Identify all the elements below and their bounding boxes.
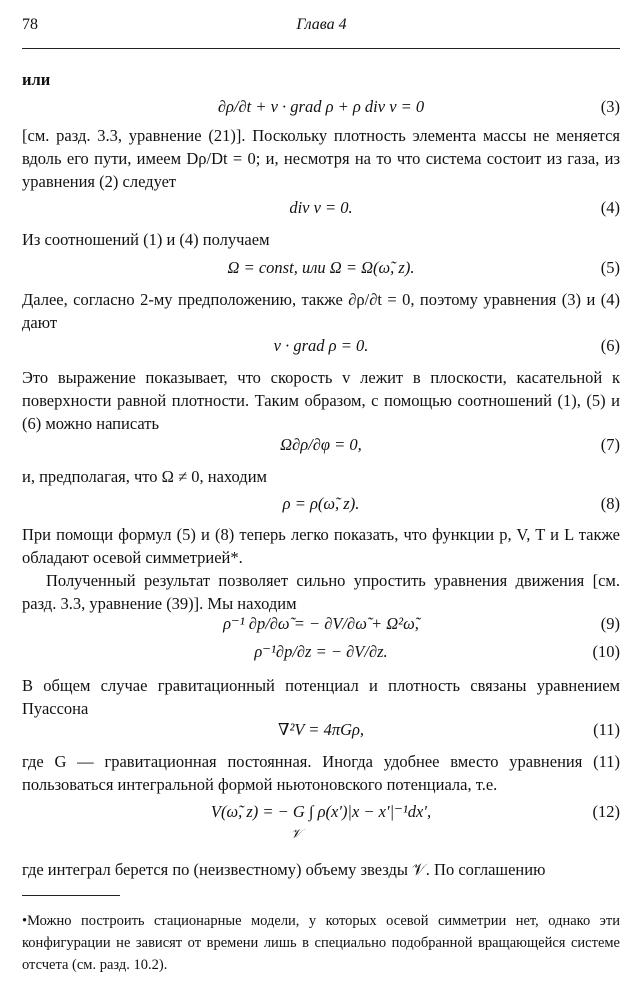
equation-number: (6): [600, 336, 620, 355]
equation-number: (10): [592, 642, 620, 661]
paragraph: Из соотношений (1) и (4) получаем: [22, 230, 270, 249]
equation-formula: v · grad ρ = 0.: [273, 336, 369, 355]
equation-7: [22, 433, 620, 456]
paragraph: [см. разд. 3.3, уравнение (21)]. Поскольку плотность элемента массы не меняется вдоль его пути, имеем Dρ/Dt = 0; и, несмотря на то что система состоит из газа, из уравнения (2) следует: [22, 126, 620, 191]
paragraph: или: [22, 70, 51, 89]
equation-formula: ∇²V = 4πGρ,: [277, 720, 365, 739]
equation-4: [22, 196, 620, 219]
equation-8: [22, 492, 620, 515]
equation-number: (11): [593, 720, 620, 739]
equation-number: (5): [600, 258, 620, 277]
header-rule: [22, 48, 620, 49]
equation-number: (9): [600, 614, 620, 633]
footnote-rule: [22, 895, 120, 896]
equation-3: [22, 95, 620, 118]
page-number: 78: [22, 16, 38, 33]
paragraph: Это выражение показывает, что скорость v лежит в плоскости, касательной к поверхности равной плотности. Таким образом, с помощью соотношений (1), (5) и (6) можно написать: [22, 368, 620, 433]
equation-formula: ρ = ρ(ω̃, z).: [282, 494, 360, 513]
running-head: Глава 4: [296, 16, 347, 33]
equation-formula: ρ⁻¹∂p/∂z = − ∂V/∂z.: [254, 642, 388, 661]
equation-11: [22, 718, 620, 741]
equation-5: [22, 256, 620, 279]
equation-number: (8): [600, 494, 620, 513]
equation-formula: Ω = const, или Ω = Ω(ω̃, z).: [227, 258, 415, 277]
paragraph: и, предполагая, что Ω ≠ 0, находим: [22, 467, 267, 486]
equation-formula: Ω∂ρ/∂φ = 0,: [280, 435, 362, 454]
paragraph: Полученный результат позволяет сильно упростить уравнения движения [см. разд. 3.3, уравнение (39)]. Мы находим: [22, 571, 620, 613]
footnote: •Можно построить стационарные модели, у которых осевой симметрии нет, однако эти конфигурации не зависят от времени лишь в специально подобранной вращающейся системе отсчета (см. разд. 10.2).: [22, 913, 620, 973]
paragraph: Далее, согласно 2-му предположению, также ∂ρ/∂t = 0, поэтому уравнения (3) и (4) дают: [22, 290, 620, 332]
paragraph: где G — гравитационная постоянная. Иногда удобнее вместо уравнения (11) пользоваться интегральной формой ньютоновского потенциала, т.е.: [22, 752, 620, 794]
integral-domain: 𝒱: [290, 826, 302, 841]
equation-number: (7): [600, 435, 620, 454]
equation-formula: V(ω̃, z) = − G ∫ ρ(x′)|x − x′|⁻¹dx′,: [210, 802, 432, 821]
equation-number: (12): [592, 802, 620, 821]
equation-12: [22, 800, 620, 840]
paragraph: где интеграл берется по (неизвестному) объему звезды 𝒱. По соглашению: [22, 860, 546, 879]
equation-6: [22, 334, 620, 357]
equation-10: [22, 640, 620, 663]
equation-number: (3): [600, 97, 620, 116]
paragraph: При помощи формул (5) и (8) теперь легко показать, что функции p, V, T и L также обладают осевой симметрией*.: [22, 525, 620, 567]
equation-number: (4): [600, 198, 620, 217]
equation-9: [22, 612, 620, 635]
equation-formula: ρ⁻¹ ∂p/∂ω̃ = − ∂V/∂ω̃ + Ω²ω̃,: [223, 614, 419, 633]
paragraph: В общем случае гравитационный потенциал и плотность связаны уравнением Пуассона: [22, 676, 620, 718]
equation-formula: div v = 0.: [289, 198, 353, 217]
equation-formula: ∂ρ/∂t + v · grad ρ + ρ div v = 0: [217, 97, 425, 116]
